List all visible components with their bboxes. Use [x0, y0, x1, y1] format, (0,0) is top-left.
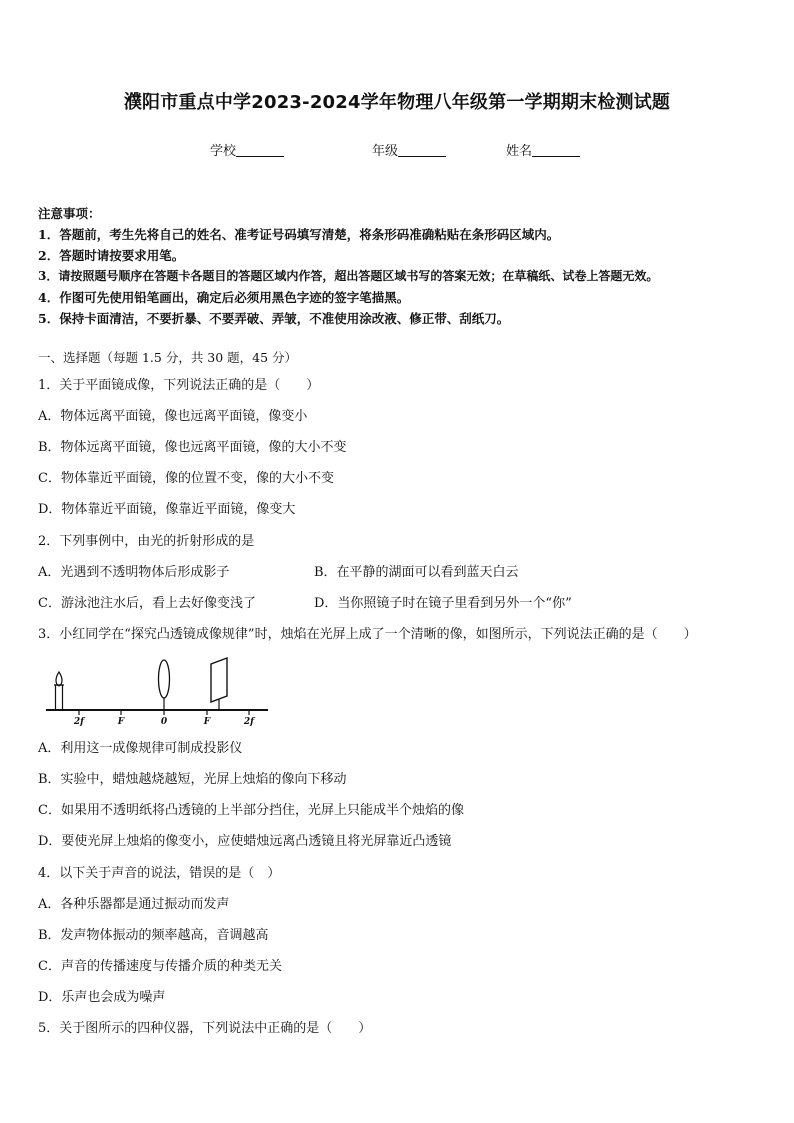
question-1-option-d: D．物体靠近平面镜，像靠近平面镜，像变大: [38, 502, 296, 517]
grade-blank[interactable]: [398, 144, 446, 157]
lens-experiment-figure: [40, 652, 272, 732]
name-blank[interactable]: [532, 144, 580, 157]
question-3-stem: 3．小红同学在“探究凸透镜成像规律”时，烛焰在光屏上成了一个清晰的像，如图所示，下列说法正确的是（ ）: [38, 627, 697, 642]
question-4-option-a: A．各种乐器都是通过振动而发声: [38, 897, 230, 912]
question-4-stem: 4．以下关于声音的说法，错误的是（ ）: [38, 866, 281, 881]
note-item: 4．作图可先使用铅笔画出，确定后必须用黑色字迹的签字笔描黑。: [38, 290, 410, 305]
tick-label-2f-left: 2f: [73, 717, 85, 727]
name-label: 姓名: [506, 144, 533, 159]
light-screen-icon: [211, 658, 227, 710]
note-item: 1．答题前，考生先将自己的姓名、准考证号码填写清楚，将条形码准确粘贴在条形码区域内。: [38, 227, 560, 242]
question-2-option-d: D．当你照镜子时在镜子里看到另外一个“你”: [314, 596, 572, 611]
tick-label-f-right: F: [203, 717, 211, 727]
school-field[interactable]: [210, 140, 284, 159]
notes-block: [38, 203, 768, 329]
question-2-option-c: C．游泳池注水后，看上去好像变浅了: [38, 596, 256, 611]
question-4-option-d: D．乐声也会成为噪声: [38, 990, 166, 1005]
question-4-option-c: C．声音的传播速度与传播介质的种类无关: [38, 959, 282, 974]
candle-icon: [54, 672, 64, 710]
question-2-option-b: B．在平静的湖面可以看到蓝天白云: [314, 565, 519, 580]
question-4-option-b: B．发声物体振动的频率越高，音调越高: [38, 928, 269, 943]
note-item: 2．答题时请按要求用笔。: [38, 248, 185, 263]
school-label: 学校: [210, 144, 237, 159]
note-item: 5．保持卡面清洁，不要折暴、不要弄破、弄皱，不准使用涂改液、修正带、刮纸刀。: [38, 311, 510, 326]
section-heading: 一、选择题（每题 1.5 分，共 30 题，45 分）: [38, 350, 298, 365]
question-1-option-c: C．物体靠近平面镜，像的位置不变，像的大小不变: [38, 471, 334, 486]
question-3-option-d: D．要使光屏上烛焰的像变小，应使蜡烛远离凸透镜且将光屏靠近凸透镜: [38, 834, 452, 849]
tick-label-origin: 0: [160, 717, 168, 727]
question-1-stem: 1．关于平面镜成像，下列说法正确的是（ ）: [38, 378, 320, 393]
question-2-stem: 2．下列事例中，由光的折射形成的是: [38, 534, 255, 549]
name-field[interactable]: [506, 140, 580, 159]
question-5-stem: 5．关于图所示的四种仪器，下列说法中正确的是（ ）: [38, 1021, 372, 1036]
tick-label-f-left: F: [117, 717, 125, 727]
page-title: 濮阳市重点中学2023-2024学年物理八年级第一学期期末检测试题: [123, 92, 671, 113]
school-blank[interactable]: [236, 144, 284, 157]
question-3-option-c: C．如果用不透明纸将凸透镜的上半部分挡住，光屏上只能成半个烛焰的像: [38, 803, 464, 818]
question-3-option-a: A．利用这一成像规律可制成投影仪: [38, 741, 243, 756]
question-2-option-a: A．光遇到不透明物体后形成影子: [38, 565, 230, 580]
question-1-option-b: B．物体远离平面镜，像也远离平面镜，像的大小不变: [38, 440, 347, 455]
tick-label-2f-right: 2f: [243, 717, 255, 727]
notes-heading: 注意事项：: [38, 206, 101, 221]
convex-lens-icon: [159, 660, 170, 710]
grade-label: 年级: [372, 144, 399, 159]
grade-field[interactable]: [372, 140, 446, 159]
question-1-option-a: A．物体远离平面镜，像也远离平面镜，像变小: [38, 409, 308, 424]
question-3-option-b: B．实验中，蜡烛越烧越短，光屏上烛焰的像向下移动: [38, 772, 347, 787]
note-item: 3．请按照题号顺序在答题卡各题目的答题区域内作答，超出答题区域书写的答案无效；在草稿纸、试卷上答题无效。: [38, 269, 659, 283]
